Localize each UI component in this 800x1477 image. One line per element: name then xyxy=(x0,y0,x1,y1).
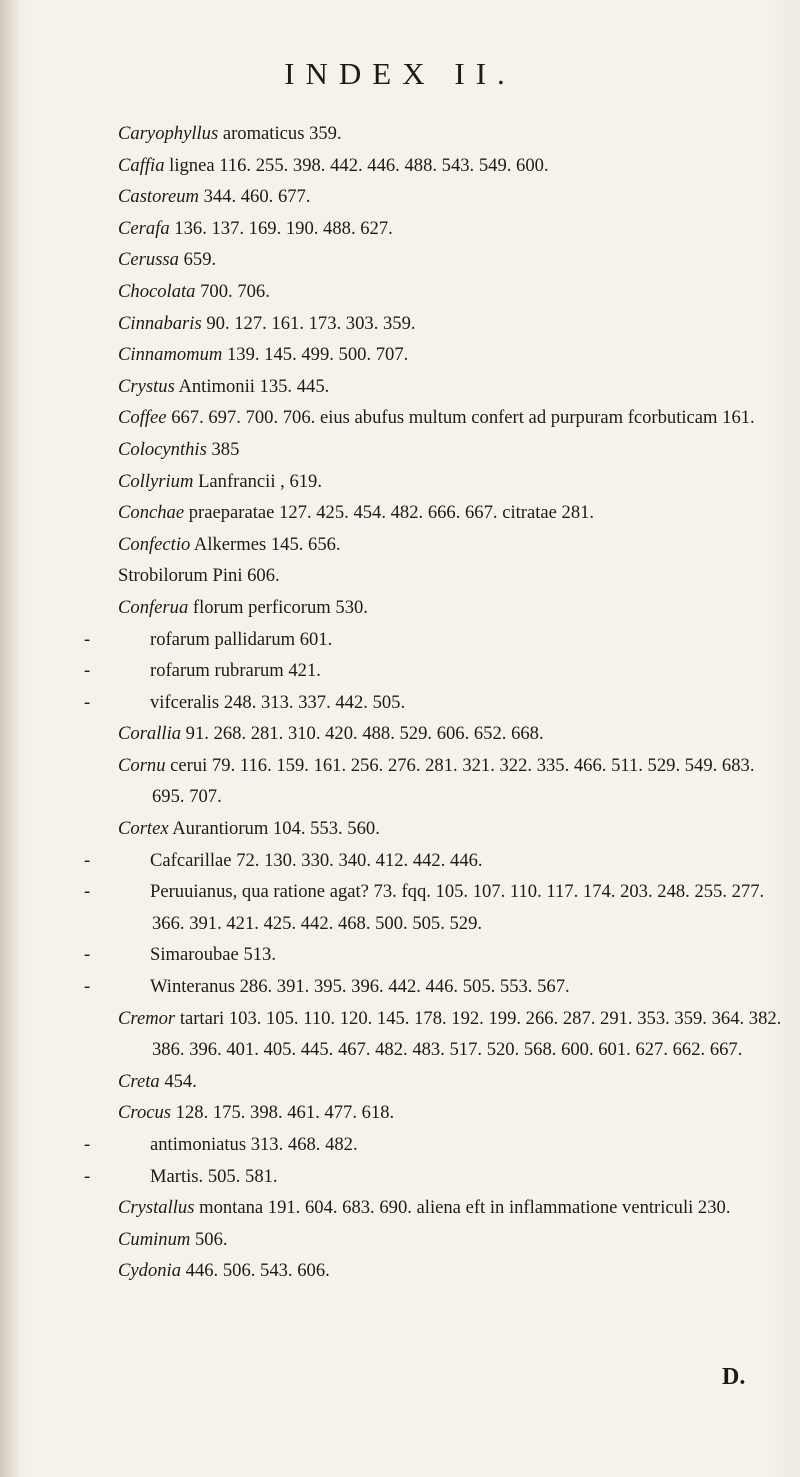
index-entry xyxy=(118,813,786,845)
continuation-dash: - xyxy=(84,1165,91,1187)
index-entry xyxy=(118,244,786,276)
continuation-dash: - xyxy=(84,944,91,966)
entry-references: cerui 79. 116. 159. 161. 256. 276. 281. 321. 322. 335. 466. 511. 529. 549. 683. 695. 707. xyxy=(152,754,755,808)
catchword: D. xyxy=(722,1364,746,1390)
continuation-dash: - xyxy=(84,628,91,650)
index-entries xyxy=(84,118,786,1287)
entry-references: Peruuianus, qua ratione agat? 73. fqq. 105. 107. 110. 117. 174. 203. 248. 255. 277. 366. 391. 421. 425. 442. 468. 500. 505. 529. xyxy=(150,881,765,934)
entry-references: Aurantiorum 104. 553. 560. xyxy=(168,818,380,840)
entry-references: Cafcarillae 72. 130. 330. 340. 412. 442. 446. xyxy=(150,849,483,871)
index-entry xyxy=(118,592,786,624)
continuation-dash: - xyxy=(84,691,91,713)
index-entry xyxy=(118,1066,786,1098)
entry-references: 506. xyxy=(190,1228,228,1250)
entry-headword: Conchae xyxy=(118,502,185,524)
entry-headword: Coffee xyxy=(118,407,167,429)
index-entry xyxy=(118,276,786,308)
entry-references: Antimonii 135. 445. xyxy=(174,375,330,397)
entry-headword: Colocynthis xyxy=(118,438,207,460)
index-entry xyxy=(118,308,786,340)
entry-headword: Cerussa xyxy=(118,249,179,271)
entry-headword: Crystus xyxy=(118,375,175,397)
entry-references: 139. 145. 499. 500. 707. xyxy=(222,344,409,366)
entry-headword: Cerafa xyxy=(118,217,170,239)
continuation-dash: - xyxy=(84,660,91,682)
continuation-dash: - xyxy=(84,849,91,871)
index-entry xyxy=(118,718,786,750)
entry-headword: Corallia xyxy=(118,723,182,745)
index-entry xyxy=(84,687,786,719)
entry-references: 91. 268. 281. 310. 420. 488. 529. 606. 652. 668. xyxy=(181,723,544,745)
entry-headword: Cinnamomum xyxy=(118,344,223,366)
entry-headword: Crocus xyxy=(118,1102,172,1124)
index-entry xyxy=(118,1097,786,1129)
entry-references: 128. 175. 398. 461. 477. 618. xyxy=(171,1102,395,1124)
entry-references: montana 191. 604. 683. 690. aliena eft in inflammatione ventriculi 230. xyxy=(194,1197,731,1219)
entry-references: rofarum pallidarum 601. xyxy=(150,628,333,650)
index-entry xyxy=(118,1224,786,1256)
continuation-dash: - xyxy=(84,976,91,998)
entry-references: 344. 460. 677. xyxy=(198,186,311,208)
entry-references: 659. xyxy=(178,249,217,271)
index-entry xyxy=(118,181,786,213)
continuation-dash: - xyxy=(84,1134,91,1155)
index-entry xyxy=(118,339,786,371)
index-entry xyxy=(118,1003,786,1066)
index-entry xyxy=(84,939,786,971)
continuation-dash: - xyxy=(84,881,91,903)
entry-headword: Caffia xyxy=(118,154,165,176)
index-entry xyxy=(84,1161,786,1193)
entry-references: 385 xyxy=(206,438,240,460)
index-entry xyxy=(84,1129,786,1161)
entry-references: praeparatae 127. 425. 454. 482. 666. 667. citratae 281. xyxy=(184,502,595,524)
entry-headword: Creta xyxy=(118,1070,160,1092)
entry-references: 90. 127. 161. 173. 303. 359. xyxy=(201,312,416,334)
entry-headword: Cuminum xyxy=(118,1228,191,1250)
entry-references: antimoniatus 313. 468. 482. xyxy=(150,1134,358,1155)
index-entry xyxy=(84,971,786,1003)
entry-references: vifceralis 248. 313. 337. 442. 505. xyxy=(150,691,406,713)
index-entry xyxy=(118,1255,786,1287)
index-entry xyxy=(118,118,786,150)
entry-headword: Cremor xyxy=(118,1007,176,1029)
entry-headword: Crystallus xyxy=(118,1197,195,1219)
entry-references: Martis. 505. 581. xyxy=(150,1165,278,1187)
entry-references: lignea 116. 255. 398. 442. 446. 488. 543. 549. 600. xyxy=(164,154,549,176)
index-entry xyxy=(118,371,786,403)
entry-headword: Castoreum xyxy=(118,186,199,208)
entry-references: Winteranus 286. 391. 395. 396. 442. 446. 505. 553. 567. xyxy=(150,976,570,998)
entry-headword: Collyrium xyxy=(118,470,194,492)
entry-references: tartari 103. 105. 110. 120. 145. 178. 192. 199. 266. 287. 291. 353. 359. 364. 382. 386. 396. 401. 405. 445. 467. 482. 483. 517. 520. 568. 600. 601. 627. 662. 667. xyxy=(152,1007,782,1061)
index-entry xyxy=(84,845,786,877)
index-entry xyxy=(84,876,786,939)
index-entry xyxy=(118,434,786,466)
entry-headword: Cornu xyxy=(118,754,166,776)
entry-references: Lanfrancii , 619. xyxy=(193,470,322,492)
entry-references: 700. 706. xyxy=(195,280,270,302)
binding-shadow xyxy=(0,0,20,1477)
index-entry xyxy=(118,750,786,813)
entry-references: florum perficorum 530. xyxy=(188,596,368,618)
entry-headword: Chocolata xyxy=(118,280,196,302)
entry-headword: Cydonia xyxy=(118,1260,182,1282)
entry-references: 667. 697. 700. 706. eius abufus multum confert ad purpuram fcorbuticam 161. xyxy=(166,407,755,429)
entry-references: rofarum rubrarum 421. xyxy=(150,660,321,682)
index-entry xyxy=(118,1192,786,1224)
entry-headword: Cortex xyxy=(118,818,169,840)
entry-references: Simaroubae 513. xyxy=(150,944,276,966)
entry-references: 446. 506. 543. 606. xyxy=(181,1260,330,1282)
index-entry xyxy=(84,624,786,656)
entry-references: Alkermes 145. 656. xyxy=(190,533,341,555)
entry-headword: Caryophyllus xyxy=(118,123,219,144)
entry-references: 454. xyxy=(159,1070,197,1092)
index-entry xyxy=(118,529,786,561)
entry-references: Strobilorum Pini 606. xyxy=(118,565,280,587)
entry-references: 136. 137. 169. 190. 488. 627. xyxy=(169,217,393,239)
index-entry xyxy=(118,402,786,434)
page-header: INDEX II. xyxy=(284,56,516,91)
entry-references: aromaticus 359. xyxy=(218,123,342,144)
index-entry xyxy=(118,560,786,592)
index-entry xyxy=(118,150,786,182)
entry-headword: Conferua xyxy=(118,596,189,618)
entry-headword: Confectio xyxy=(118,533,191,555)
entry-headword: Cinnabaris xyxy=(118,312,202,334)
index-entry xyxy=(84,655,786,687)
index-entry xyxy=(118,466,786,498)
index-entry xyxy=(118,497,786,529)
index-entry xyxy=(118,213,786,245)
